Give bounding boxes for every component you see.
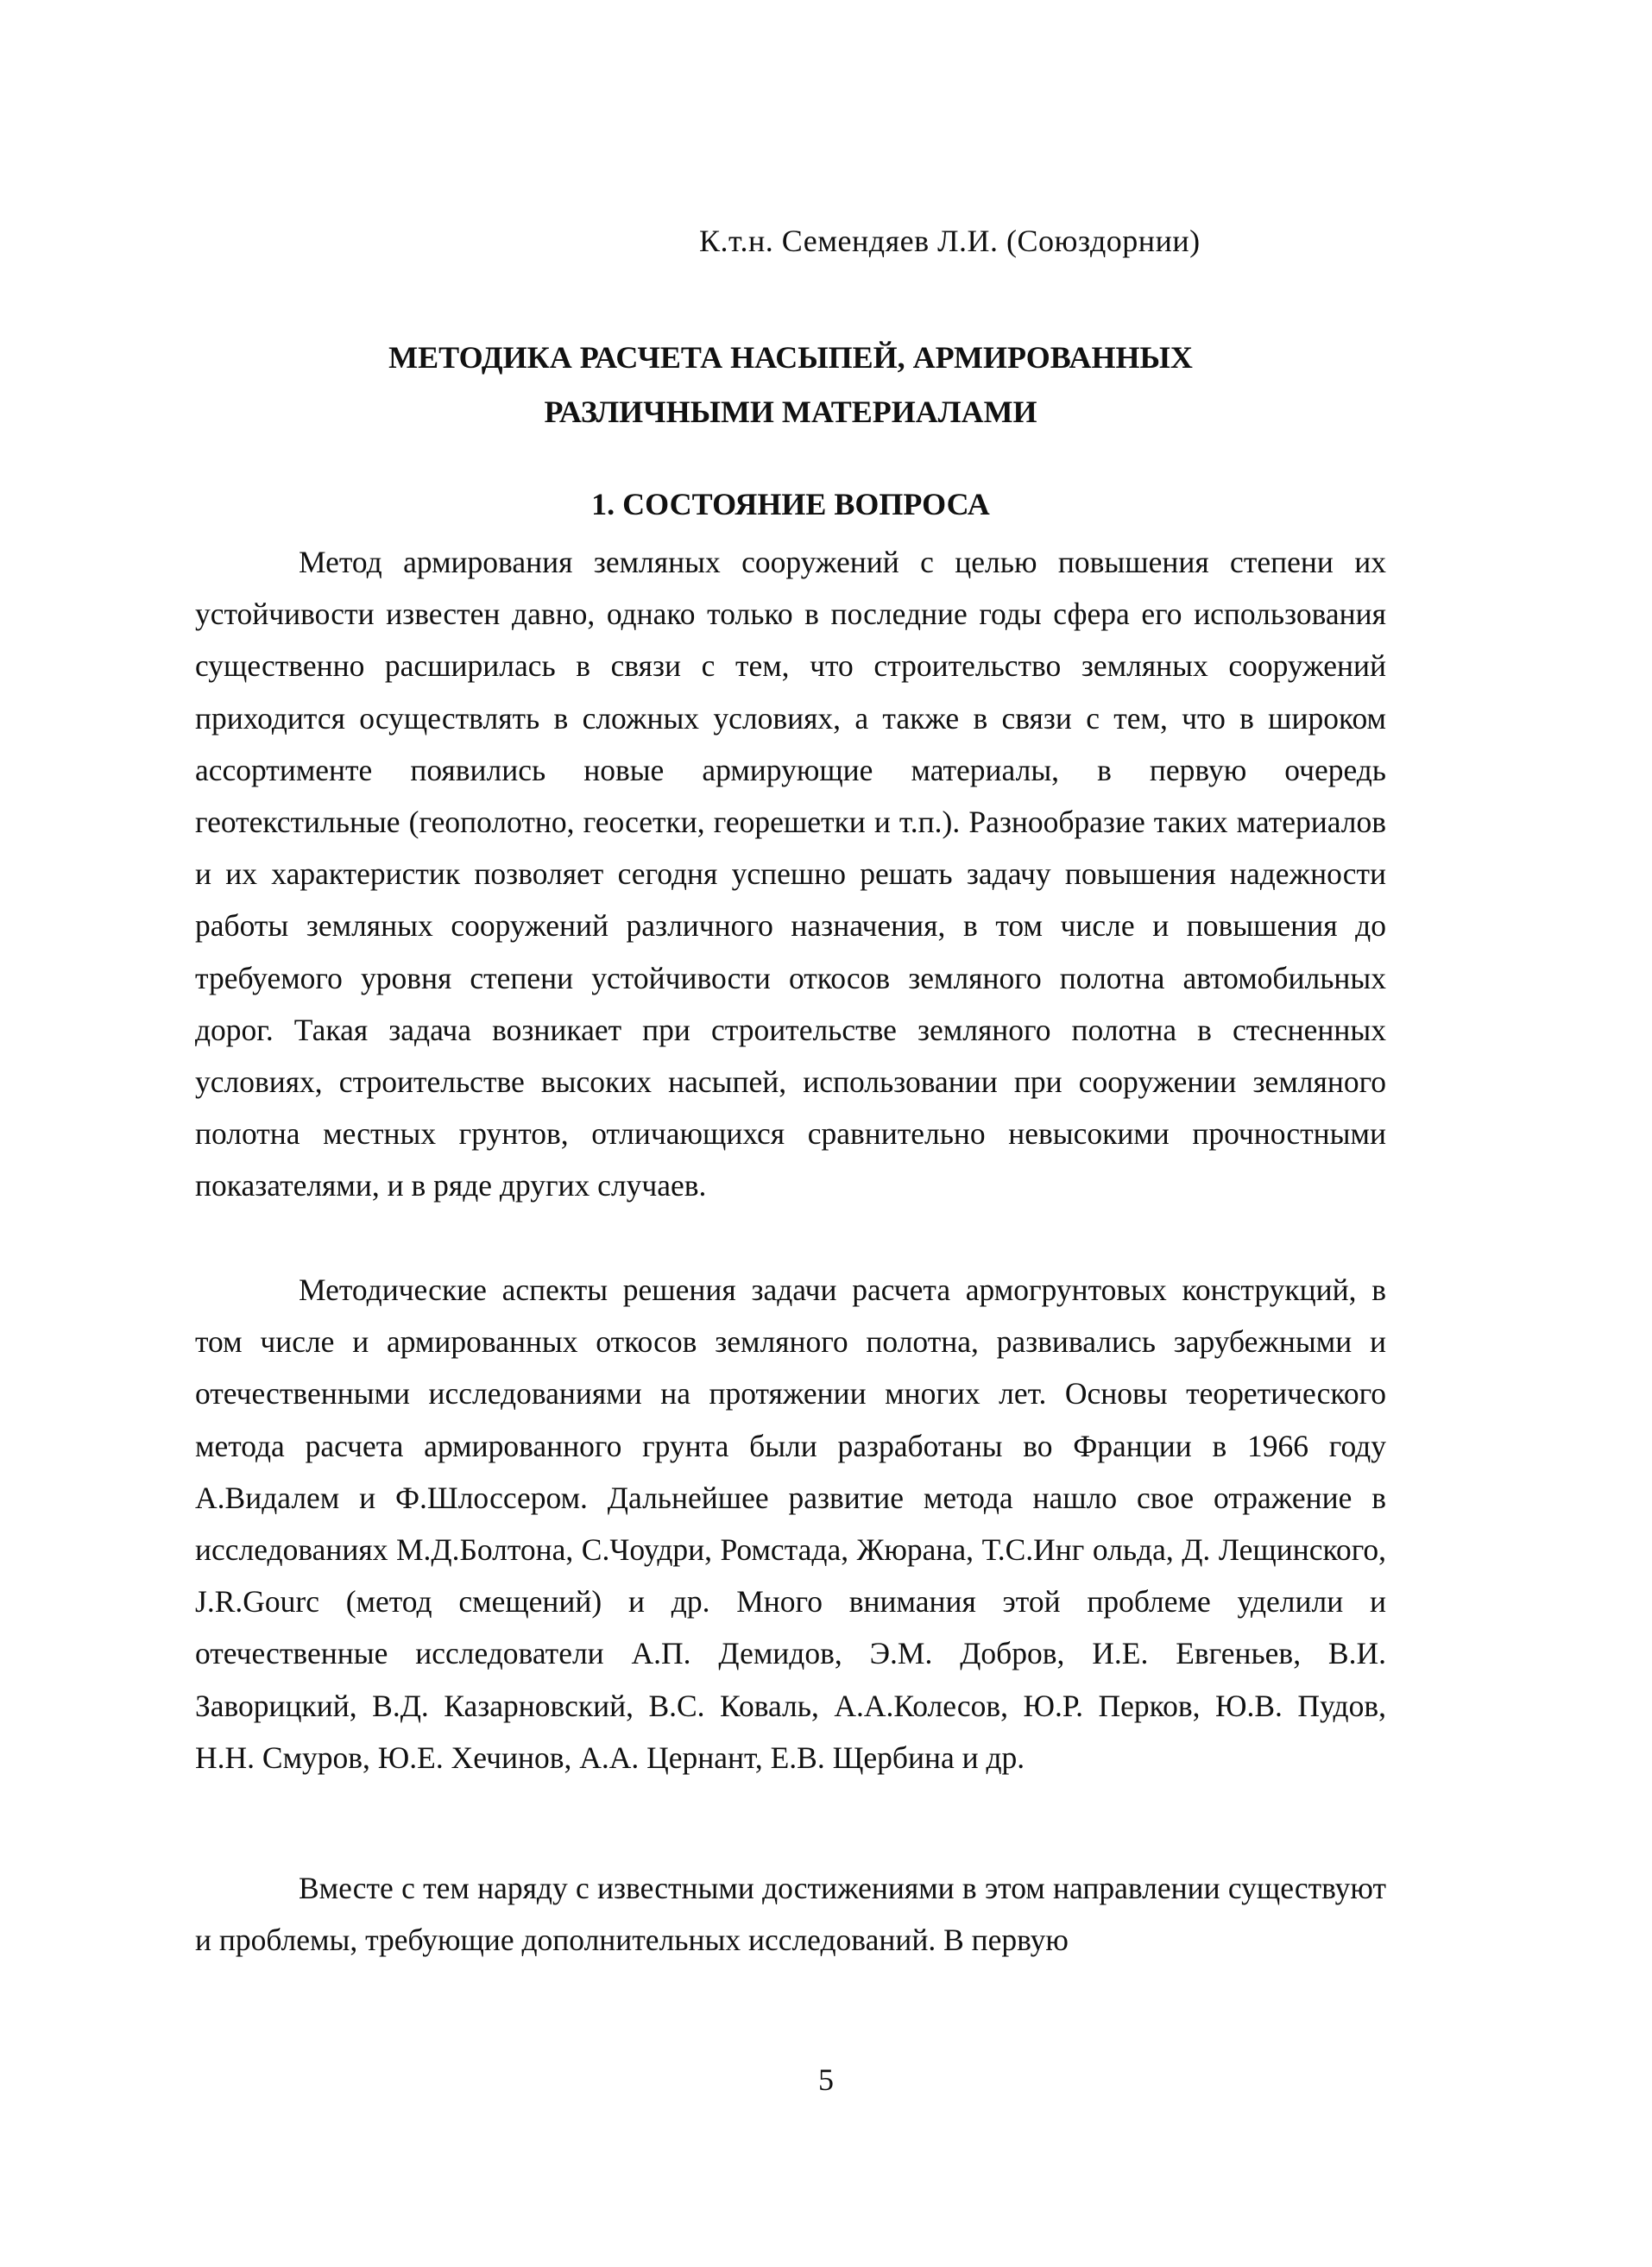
author-line: К.т.н. Семендяев Л.И. (Союздорнии) xyxy=(699,224,1201,258)
section-heading: 1. СОСТОЯНИЕ ВОПРОСА xyxy=(591,487,990,521)
document-title xyxy=(195,331,1386,439)
paragraph-3: Вместе с тем наряду с известными достижениями в этом направлении существуют и проблемы, требующие дополнительных исследований. В первую xyxy=(195,1871,1386,1958)
paragraph-2: Методические аспекты решения задачи расчета армогрунтовых конструкций, в том числе и армированных откосов земляного полотна, развивались зарубежными и отечественными исследованиями на протяжении многих лет. Основы теоретического метода расчета армированного грунта были разработаны во Франции в 1966 году А.Видалем и Ф.Шлоссером. Дальнейшее развитие метода нашло свое отражение в исследованиях М.Д.Болтона, С.Чоудри, Ромстада, Жюрана, Т.С.Инг ольда, Д. Лещинского, J.R.Gourc (метод смещений) и др. Много внимания этой проблеме уделили и отечественные исследователи А.П. Демидов, Э.М. Добров, И.Е. Евгеньев, В.И. Заворицкий, В.Д. Казарновский, В.С. Коваль, А.А.Колесов, Ю.Р. Перков, Ю.В. Пудов, Н.Н. Смуров, Ю.Е. Хечинов, А.А. Цернант, Е.В. Щербина и др. xyxy=(195,1272,1386,1775)
title-line-2: РАЗЛИЧНЫМИ МАТЕРИАЛАМИ xyxy=(544,395,1037,429)
paragraph-1: Метод армирования земляных сооружений с целью повышения степени их устойчивости известен давно, однако только в последние годы сфера его использования существенно расширилась в связи с тем, что строительство земляных сооружений приходится осуществлять в сложных условиях, а также в связи с тем, что в широком ассортименте появились новые армирующие материалы, в первую очередь геотекстильные (геополотно, геосетки, георешетки и т.п.). Разнообразие таких материалов и их характеристик позволяет сегодня успешно решать задачу повышения надежности работы земляных сооружений различного назначения, в том числе и повышения до требуемого уровня степени устойчивости откосов земляного полотна автомобильных дорог. Такая задача возникает при строительстве земляного полотна в стесненных условиях, строительстве высоких насыпей, использовании при сооружении земляного полотна местных грунтов, отличающихся сравнительно невысокими прочностными показателями, и в ряде других случаев. xyxy=(195,545,1386,1203)
title-line-1: МЕТОДИКА РАСЧЕТА НАСЫПЕЙ, АРМИРОВАННЫХ xyxy=(388,340,1193,375)
page-number: 5 xyxy=(818,2062,834,2097)
